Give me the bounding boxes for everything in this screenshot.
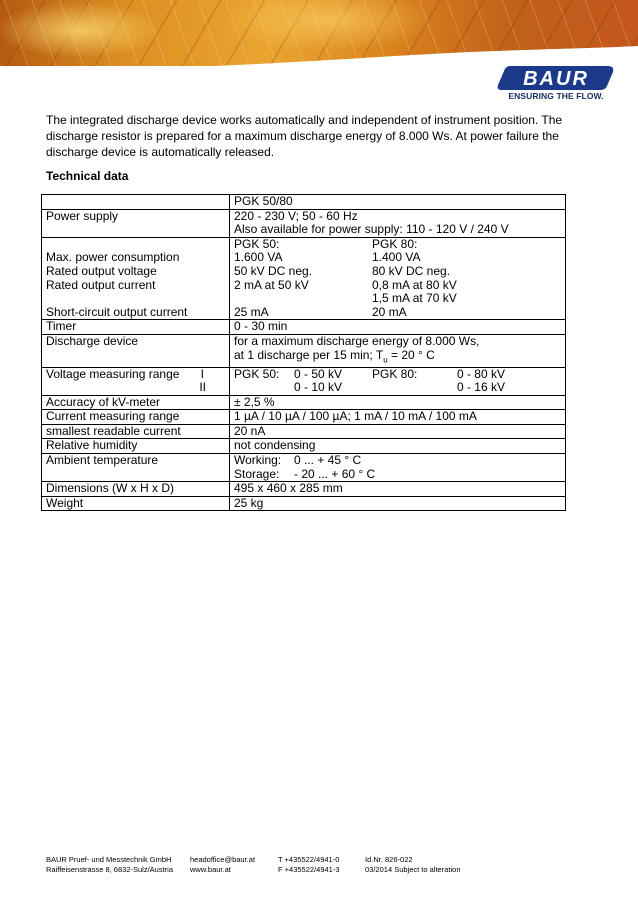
pgk50-value: 50 kV DC neg. — [234, 263, 313, 278]
weight-value: 25 kg — [230, 496, 566, 511]
power-supply-value — [230, 209, 566, 237]
table-row — [42, 320, 566, 335]
table-row — [42, 367, 566, 395]
dimensions-label: Dimensions (W x H x D) — [42, 482, 230, 497]
power-supply-label: Power supply — [42, 209, 230, 237]
current-range-label: Current measuring range — [42, 410, 230, 425]
rating-label: Short-circuit output current — [46, 304, 188, 319]
ratings-values — [230, 237, 566, 320]
power-supply-alt-line: Also available for power supply: 110 - 120 V / 240 V — [234, 222, 509, 237]
svg-text:BAUR: BAUR — [523, 68, 589, 90]
footer-phone: T +435522/4941-0 — [278, 855, 340, 864]
pgk80-value: 0,8 mA at 80 kV — [372, 277, 457, 292]
voltage-range-label: Voltage measuring range I II — [42, 367, 230, 395]
section-heading: Technical data — [46, 169, 129, 183]
table-row — [42, 410, 566, 425]
timer-label: Timer — [42, 320, 230, 335]
discharge-value — [230, 334, 566, 367]
pgk50-value: PGK 50: — [234, 236, 280, 251]
discharge-line: for a maximum discharge energy of 8.000 Ws, — [234, 333, 480, 348]
pgk80-value: 20 mA — [372, 304, 407, 319]
table-row — [42, 195, 566, 210]
discharge-label: Discharge device — [42, 334, 230, 367]
smallest-current-label: smallest readable current — [42, 424, 230, 439]
humidity-label: Relative humidity — [42, 439, 230, 454]
ambient-value: Working: 0 ... + 45 ° C Storage: - 20 ... + 60 ° C — [230, 454, 566, 482]
table-row — [42, 496, 566, 511]
footer-date-note: 03/2014 Subject to alteration — [365, 865, 461, 874]
footer-company: BAUR Pruef- und Messtechnik GmbH — [46, 855, 172, 864]
table-row — [42, 237, 566, 320]
rating-label: Rated output current — [46, 277, 156, 292]
footer-company-col — [46, 855, 173, 875]
pgk50-value: 2 mA at 50 kV — [234, 277, 309, 292]
accuracy-label: Accuracy of kV-meter — [42, 395, 230, 410]
pgk50-value: 25 mA — [234, 304, 269, 319]
footer-contact-col — [190, 855, 255, 875]
pgk80-value: 80 kV DC neg. — [372, 263, 451, 278]
logo-tagline: ENSURING THE FLOW. — [508, 91, 604, 101]
intro-paragraph: The integrated discharge device works automatically and independent of instrument position. The discharge resistor is prepared for a maximum discharge energy of 8.000 Ws. At power failure the discharge device is automatically released. — [46, 113, 563, 159]
footer-email: headoffice@baur.at — [190, 855, 256, 864]
accuracy-value: ± 2,5 % — [230, 395, 566, 410]
timer-value: 0 - 30 min — [230, 320, 566, 335]
power-supply-line: 220 - 230 V; 50 - 60 Hz — [234, 208, 358, 223]
table-row — [42, 454, 566, 482]
technical-data-table — [41, 194, 566, 511]
pgk80-value: 1,5 mA at 70 kV — [372, 291, 457, 306]
ambient-label: Ambient temperature — [42, 454, 230, 482]
footer-id-col — [365, 855, 461, 875]
current-range-value: 1 µA / 10 µA / 100 µA; 1 mA / 10 mA / 100 mA — [230, 410, 566, 425]
header-empty-cell — [42, 195, 230, 210]
weight-label: Weight — [42, 496, 230, 511]
table-row — [42, 209, 566, 237]
footer-address: Raiffeisenstrasse 8, 6832-Sulz/Austria — [46, 865, 174, 874]
humidity-value: not condensing — [230, 439, 566, 454]
table-row — [42, 334, 566, 367]
footer-phone-col — [278, 855, 340, 875]
model-header: PGK 50/80 — [230, 195, 566, 210]
dimensions-value: 495 x 460 x 285 mm — [230, 482, 566, 497]
discharge-line: at 1 discharge per 15 min; $T_u = 20$ ° C — [234, 347, 435, 364]
table-row — [42, 424, 566, 439]
footer-fax: F +435522/4941-3 — [278, 865, 340, 874]
pgk80-value: PGK 80: — [372, 236, 418, 251]
pgk80-value: 1.400 VA — [372, 250, 421, 265]
smallest-current-value: 20 nA — [230, 424, 566, 439]
rating-label: Max. power consumption — [46, 250, 180, 265]
voltage-range-value: PGK 50: 0 - 50 kV PGK 80: 0 - 80 kV 0 - 10 kV 0 - 16 kV — [230, 367, 566, 395]
table-row — [42, 395, 566, 410]
footer-id: Id.Nr. 826-022 — [365, 855, 413, 864]
ratings-labels — [42, 237, 230, 320]
table-row — [42, 439, 566, 454]
rating-label: Rated output voltage — [46, 263, 157, 278]
table-row — [42, 482, 566, 497]
footer-web: www.baur.at — [190, 865, 231, 874]
pgk50-value: 1.600 VA — [234, 250, 283, 265]
